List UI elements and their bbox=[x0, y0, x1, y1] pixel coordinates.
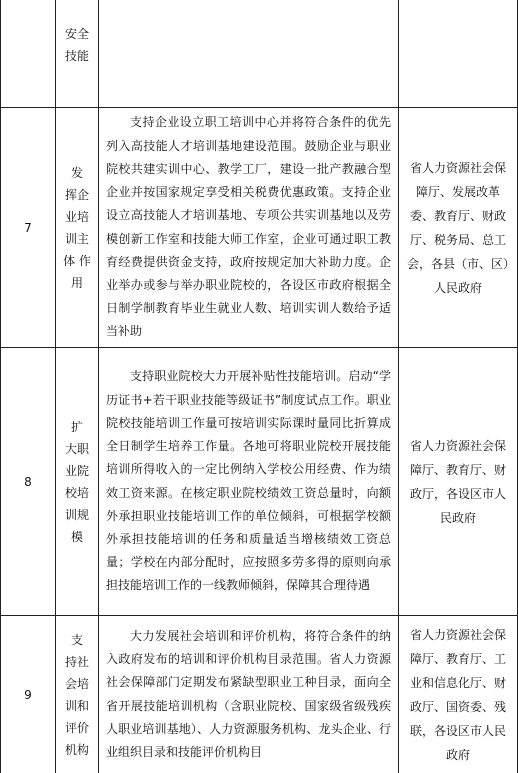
item-title-line: 用 bbox=[70, 275, 83, 290]
item-title bbox=[56, 348, 98, 615]
item-title bbox=[56, 108, 98, 347]
policy-content-text: 大力发展社会培训和评价机构，将符合条件的纳入政府发布的培训和评价机构目录范围。省人力资源社会保障部门定期发布紧缺型职业工种目录，面向全省开展技能培训机构（含职业院校、国家级省级残疾人职业培训基地）、人力资源服务机构、龙头企业、行业组织目录和技能评价机构目 bbox=[106, 628, 391, 759]
item-title-line: 大职 bbox=[64, 441, 89, 456]
item-title-line: 会培 bbox=[64, 676, 89, 691]
policy-content bbox=[99, 616, 398, 773]
responsible-departments: 省人力资源社会保障厅、教育厅、工业和信息化厅、财政厅、国资委、残联，各设区市人民政府 bbox=[409, 627, 506, 762]
item-title-line: 挥企 bbox=[64, 187, 89, 202]
responsible-departments: 省人力资源社会保障厅、发展改革委、教育厅、财政厅、税务局、总工会，各县（市、区）人民政府 bbox=[406, 160, 509, 295]
policy-content bbox=[99, 348, 398, 615]
row-number: 7 bbox=[24, 220, 32, 235]
item-title-line: 训规 bbox=[64, 507, 89, 522]
item-title-line: 机构 bbox=[64, 742, 89, 757]
item-title-line: 扩 bbox=[70, 419, 83, 434]
item-title-line: 支 bbox=[70, 632, 83, 647]
item-title-line: 持社 bbox=[64, 654, 89, 669]
row-number bbox=[1, 0, 55, 107]
item-title-line: 体 作 bbox=[63, 253, 91, 268]
item-title-line: 模 bbox=[70, 529, 83, 544]
item-title-line: 训主 bbox=[64, 231, 89, 246]
item-title-line: 训和 bbox=[64, 698, 89, 713]
policy-content-text: 支持企业设立职工培训中心并将符合条件的优先列入高技能人才培训基地建设范围。鼓励企业与职业院校共建实训中心、教学工厂，建设一批产教融合型企业并按国家规定享受相关税费优惠政策。支持企业设立高技能人才培训基地、专项公共实训基地以及劳模创新工作室和技能大师工作室，企业可通过职工教育经费提供资金支持，政府按规定加大补助力度。企业举办或参与举办职业院校的，各设区市政府根据全日制学制教育毕业生就业人数、培训实训人数给予适当补助 bbox=[106, 115, 391, 339]
item-title-line: 校培 bbox=[64, 485, 89, 500]
row-number: 8 bbox=[24, 474, 32, 489]
item-title bbox=[56, 0, 98, 90]
item-title-line: 安全 bbox=[64, 27, 89, 41]
policy-content-text: 支持职业院校大力开展补贴性技能培训。启动“学历证书+若干职业技能等级证书”制度试点工作。职业院校技能培训工作量可按培训实际课时量同比折算成全日制学生培养工作量。各地可将职业院校开展技能培训所得收入的一定比例纳入学校公用经费、作为绩效工资来源。在核定职业院校绩效工资总量时，向额外承担职业技能培训工作的单位倾斜，可根据学校额外承担技能培训的任务和质量适当增核绩效工资总量；学校在内部分配时，应按照多劳多得的原则向承担技能培训工作的一线教师倾斜，保障其合理待遇 bbox=[106, 369, 391, 593]
item-title-line: 评价 bbox=[64, 720, 89, 735]
policy-content bbox=[99, 108, 398, 347]
row-number: 9 bbox=[24, 687, 32, 702]
responsible-departments: 省人力资源社会保障厅、教育厅、财政厅，各设区市人民政府 bbox=[409, 438, 506, 525]
item-title-line: 技能 bbox=[64, 49, 89, 63]
item-title-line: 业培 bbox=[64, 209, 89, 224]
item-title-line: 发 bbox=[70, 165, 83, 180]
item-title bbox=[56, 616, 98, 773]
item-title-line: 业院 bbox=[64, 463, 89, 478]
